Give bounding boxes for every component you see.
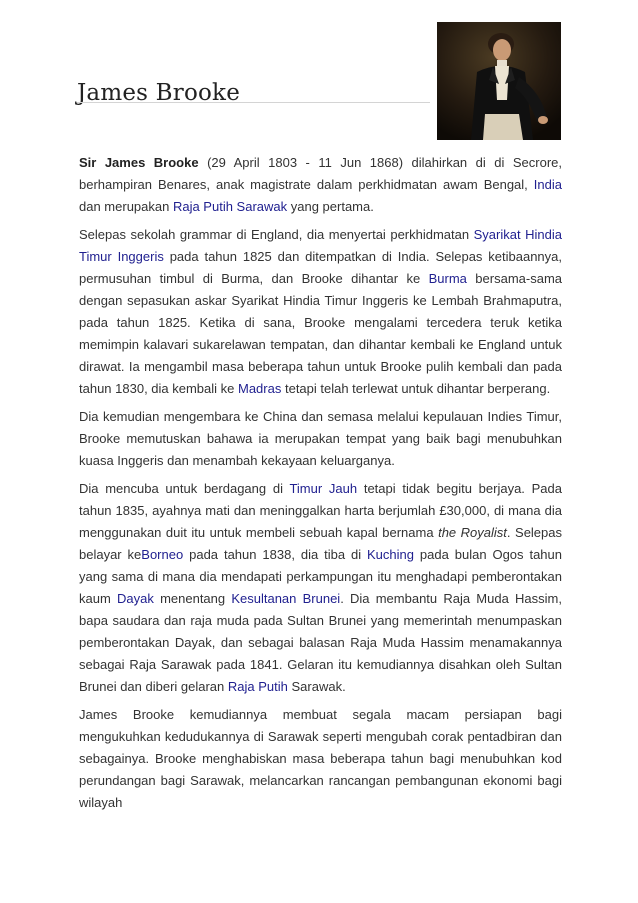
text: pada tahun 1825 dan ditempatkan di India. Selepas ketibaannya, permusuhan timbul di Burma, dan Brooke dihantar ke — [79, 249, 562, 286]
text: James Brooke kemudiannya membuat segala macam persiapan bagi mengukuhkan kedudukannya di Sarawak seperti mengubah corak pentadbiran dan sebagainya. Brooke menghabiskan masa beberapa tahun bagi menubuhkan kod perundangan bagi Sarawak, melancarkan rancangan pembangunan ekonomi bagi wilayah — [79, 707, 562, 810]
link-timur-jauh[interactable]: Timur Jauh — [289, 481, 358, 496]
text: . Dia membantu Raja Muda Hassim, bapa saudara dan raja muda pada Sultan Brunei yang memerintah menumpaskan pemberontakan Dayak, dan sebagai balasan Raja Muda Hassim menamakannya sebagai Raja Sarawak pada 1841. Gelaran itu kemudiannya disahkan oleh Sultan Brunei dan diberi gelaran — [79, 591, 562, 694]
text: menentang — [153, 591, 232, 606]
paragraph-1 — [79, 152, 562, 218]
link-dayak[interactable]: Dayak — [117, 591, 154, 606]
text: tetapi tidak begitu berjaya. Pada tahun 1835, ayahnya mati dan meninggalkan harta berjumlah £30,000, di mana dia menggunakan duit itu untuk membeli sebuah kapal bernama — [79, 481, 562, 540]
paragraph-5 — [79, 704, 562, 814]
paragraph-2 — [79, 224, 562, 400]
ship-name: the Royalist — [438, 525, 507, 540]
link-india[interactable]: India — [533, 177, 562, 192]
text: yang pertama. — [287, 199, 374, 214]
link-borneo[interactable]: Borneo — [141, 547, 184, 562]
text: pada tahun 1838, dia tiba di — [183, 547, 368, 562]
text: Sarawak. — [287, 679, 346, 694]
text: Dia kemudian mengembara ke China dan semasa melalui kepulauan Indies Timur, Brooke memutuskan bahawa ia merupakan tempat yang baik bagi menubuhkan kuasa Inggeris dan menambah kekayaan keluarganya. — [79, 409, 562, 468]
text: bersama-sama dengan sepasukan askar Syarikat Hindia Timur Inggeris ke Lembah Brahmaputra, pada tahun 1825. Ketika di sana, Brooke mengalami tercedera teruk ketika memimpin kalavari sukarelawan tempatan, dan dihantar kembali ke England untuk dirawat. Ia mengambil masa beberapa tahun untuk Brooke pulih kembali dan pada tahun 1830, dia kembali ke — [79, 271, 563, 396]
text: . Selepas belayar ke — [79, 525, 563, 562]
text: pada bulan Ogos tahun yang sama di mana dia mendapati perkampungan itu menghadapi pemberontakan kaum — [79, 547, 562, 606]
text: Dia mencuba untuk berdagang di — [79, 481, 290, 496]
link-kuching[interactable]: Kuching — [367, 547, 414, 562]
link-burma[interactable]: Burma — [428, 271, 467, 286]
portrait-image — [437, 22, 561, 140]
paragraph-3 — [79, 406, 562, 472]
link-raja-putih[interactable]: Raja Putih — [227, 679, 288, 694]
link-raja-putih-sarawak[interactable]: Raja Putih Sarawak — [172, 199, 288, 214]
link-madras[interactable]: Madras — [238, 381, 282, 396]
text: (29 April 1803 - 11 Jun 1868) dilahirkan di di Secrore, berhampiran Benares, anak magistrate dalam perkhidmatan awam Bengal, — [79, 155, 562, 192]
bold-name: Sir James Brooke — [79, 155, 199, 170]
text: Selepas sekolah grammar di England, dia menyertai perkhidmatan — [79, 227, 474, 242]
text: dan merupakan — [79, 199, 173, 214]
paragraph-4 — [79, 478, 562, 698]
article-body — [79, 152, 562, 814]
text: tetapi telah terlewat untuk dihantar berperang. — [281, 381, 551, 396]
link-syarikat-hindia-timur[interactable]: Syarikat Hindia Timur Inggeris — [79, 227, 562, 264]
page-title: James Brooke — [77, 80, 241, 106]
link-kesultanan-brunei[interactable]: Kesultanan Brunei — [231, 591, 341, 606]
title-divider — [77, 102, 430, 103]
